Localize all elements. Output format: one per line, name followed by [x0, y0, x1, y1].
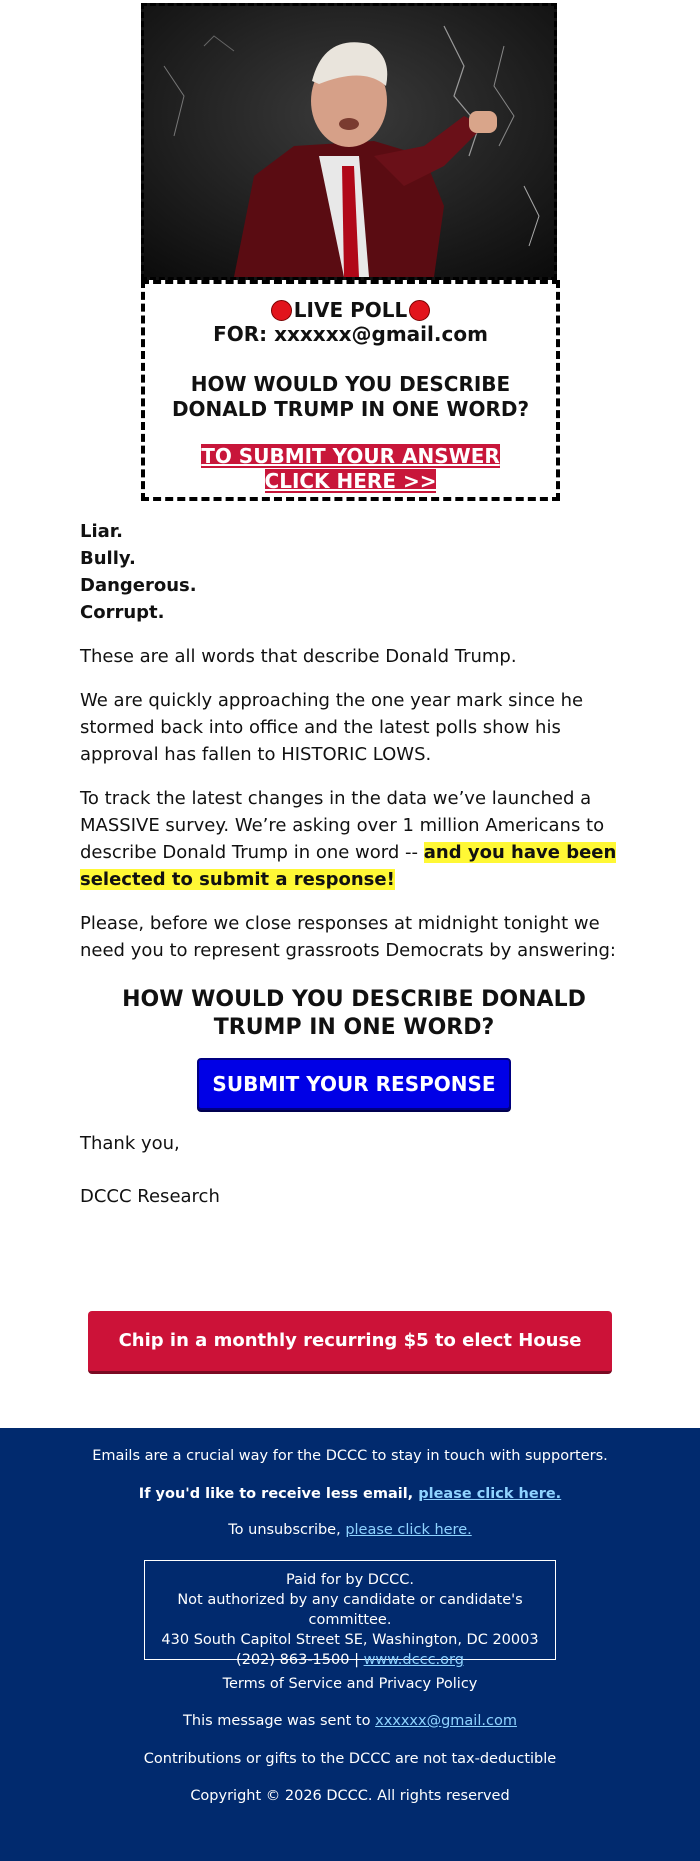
list-item: Bully. [80, 548, 136, 569]
chip-in-donate-button[interactable]: Chip in a monthly recurring $5 to elect House Dems >> [88, 1311, 612, 1374]
signature: DCCC Research [80, 1186, 220, 1207]
unsubscribe-text: To unsubscribe, [228, 1522, 346, 1538]
hero-photo[interactable] [141, 3, 557, 280]
body-paragraph-2: We are quickly approaching the one year mark since he stormed back into office and the latest polls show his approval has fallen to HISTORIC LOWS. [80, 690, 584, 765]
submit-answer-link[interactable]: TO SUBMIT YOUR ANSWER CLICK HERE >> [201, 444, 500, 493]
submit-wrap [80, 1058, 628, 1110]
paid-for-box [144, 1560, 556, 1668]
red-circle-icon [409, 300, 430, 321]
less-email-text: If you'd like to receive less email, [138, 1486, 419, 1502]
address-line: 430 South Capitol Street SE, Washington, DC 20003 [161, 1632, 539, 1648]
highlighted-selection-text: and you have been selected to submit a response! [80, 842, 617, 890]
unsubscribe-link[interactable]: please click here. [345, 1522, 472, 1538]
list-item: Corrupt. [80, 602, 165, 623]
live-poll-box [141, 280, 560, 501]
phone-number: (202) 863-1500 | [236, 1652, 364, 1668]
live-poll-label: LIVE POLL [293, 298, 408, 322]
sent-to-text: This message was sent to [183, 1713, 376, 1729]
footer-unsubscribe [0, 1522, 700, 1538]
contact-line [145, 1650, 555, 1670]
body-paragraph-1: These are all words that describe Donald Trump. [80, 646, 517, 667]
body-paragraph-3-text: To track the latest changes in the data we’ve launched a MASSIVE survey. We’re asking over 1 million Americans to describe Donald Trump in one word -- [80, 788, 605, 863]
footer-less-email [0, 1486, 700, 1502]
list-item: Dangerous. [80, 575, 197, 596]
not-authorized-line: Not authorized by any candidate or candidate's committee. [177, 1592, 523, 1628]
footer-sent-to [0, 1713, 700, 1729]
footer-intro: Emails are a crucial way for the DCCC to stay in touch with supporters. [92, 1448, 608, 1464]
footer [0, 1428, 700, 1861]
list-item: Liar. [80, 521, 123, 542]
hero-photo-illustration [144, 6, 554, 277]
poll-recipient: FOR: xxxxxx@gmail.com [213, 322, 488, 346]
poll-question: HOW WOULD YOU DESCRIBE DONALD TRUMP IN ONE WORD? [171, 372, 530, 421]
poll-cta-wrap [145, 444, 556, 494]
body-paragraph-3 [80, 785, 628, 893]
terms-link[interactable]: Terms of Service and Privacy Policy [222, 1676, 478, 1692]
website-link[interactable]: www.dccc.org [363, 1652, 464, 1668]
body-paragraph-4: Please, before we close responses at midnight tonight we need you to represent grassroots Democrats by answering: [80, 913, 616, 961]
less-email-link[interactable]: please click here. [418, 1486, 562, 1502]
email-body [80, 518, 628, 1210]
word-list [80, 518, 628, 626]
big-question: HOW WOULD YOU DESCRIBE DONALD TRUMP IN ONE WORD? [122, 987, 586, 1040]
contributions-notice: Contributions or gifts to the DCCC are not tax-deductible [143, 1751, 557, 1767]
red-circle-icon [271, 300, 292, 321]
recipient-email-link[interactable]: xxxxxx@gmail.com [375, 1713, 517, 1729]
live-poll-header [145, 298, 556, 322]
closing-thanks: Thank you, [80, 1133, 180, 1154]
copyright: Copyright © 2026 DCCC. All rights reserved [190, 1788, 510, 1804]
submit-response-button[interactable]: SUBMIT YOUR RESPONSE [197, 1058, 510, 1110]
paid-by-line: Paid for by DCCC. [286, 1572, 414, 1588]
